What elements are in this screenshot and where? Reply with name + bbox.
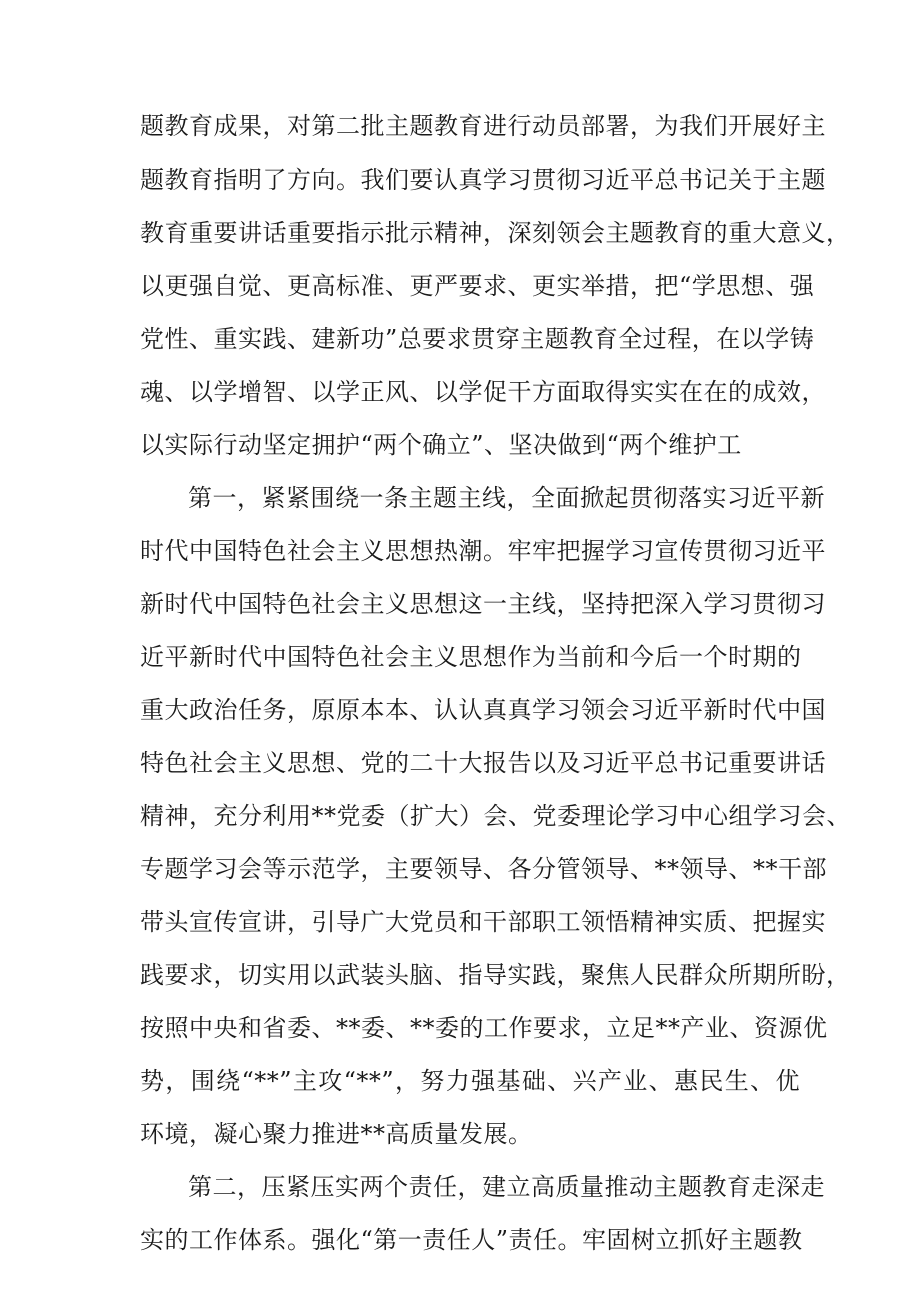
body-text-line: 教育重要讲话重要指示批示精神，深刻领会主题教育的重大意义， [140,219,851,247]
body-text-line: 以更强自觉、更高标准、更严要求、更实举措，把“学思想、强 [140,272,815,300]
body-text-line: 践要求，切实用以武装头脑、指导实践，聚焦人民群众所期所盼， [140,961,851,989]
body-text-line: 精神，充分利用**党委（扩大）会、党委理论学习中心组学习会、 [140,802,851,830]
paragraph-first-line: 第二，压紧压实两个责任，建立高质量推动主题教育走深走 [188,1173,825,1201]
body-text-line: 题教育指明了方向。我们要认真学习贯彻习近平总书记关于主题 [140,166,826,194]
body-text-line: 特色社会主义思想、党的二十大报告以及习近平总书记重要讲话 [140,749,826,777]
body-text-line: 魂、以学增智、以学正风、以学促干方面取得实实在在的成效， [140,378,826,406]
body-text-line: 按照中央和省委、**委、**委的工作要求，立足**产业、资源优 [140,1014,828,1042]
body-text-line: 党性、重实践、建新功”总要求贯穿主题教育全过程，在以学铸 [140,325,815,353]
paragraph-first-line: 第一，紧紧围绕一条主题主线，全面掀起贯彻落实习近平新 [188,484,825,512]
body-text-line: 带头宣传宣讲，引导广大党员和干部职工领悟精神实质、把握实 [140,908,826,936]
body-text-line: 时代中国特色社会主义思想热潮。牢牢把握学习宣传贯彻习近平 [140,537,826,565]
body-text-line: 专题学习会等示范学，主要领导、各分管领导、**领导、**干部 [140,855,827,883]
body-text-line: 实的工作体系。强化“第一责任人”责任。牢固树立抓好主题教 [140,1226,803,1254]
body-text-line: 新时代中国特色社会主义思想这一主线，坚持把深入学习贯彻习 [140,590,826,618]
body-text-line: 近平新时代中国特色社会主义思想作为当前和今后一个时期的 [140,643,802,671]
body-text-line: 势，围绕“**”主攻“**”，努力强基础、兴产业、惠民生、优 [140,1067,800,1095]
body-text-line: 重大政治任务，原原本本、认认真真学习领会习近平新时代中国 [140,696,826,724]
body-text-line: 题教育成果，对第二批主题教育进行动员部署，为我们开展好主 [140,112,826,140]
body-text-line: 以实际行动坚定拥护“两个确立”、坚决做到“两个维护工 [140,431,742,459]
body-text-line: 环境，凝心聚力推进**高质量发展。 [140,1120,533,1148]
